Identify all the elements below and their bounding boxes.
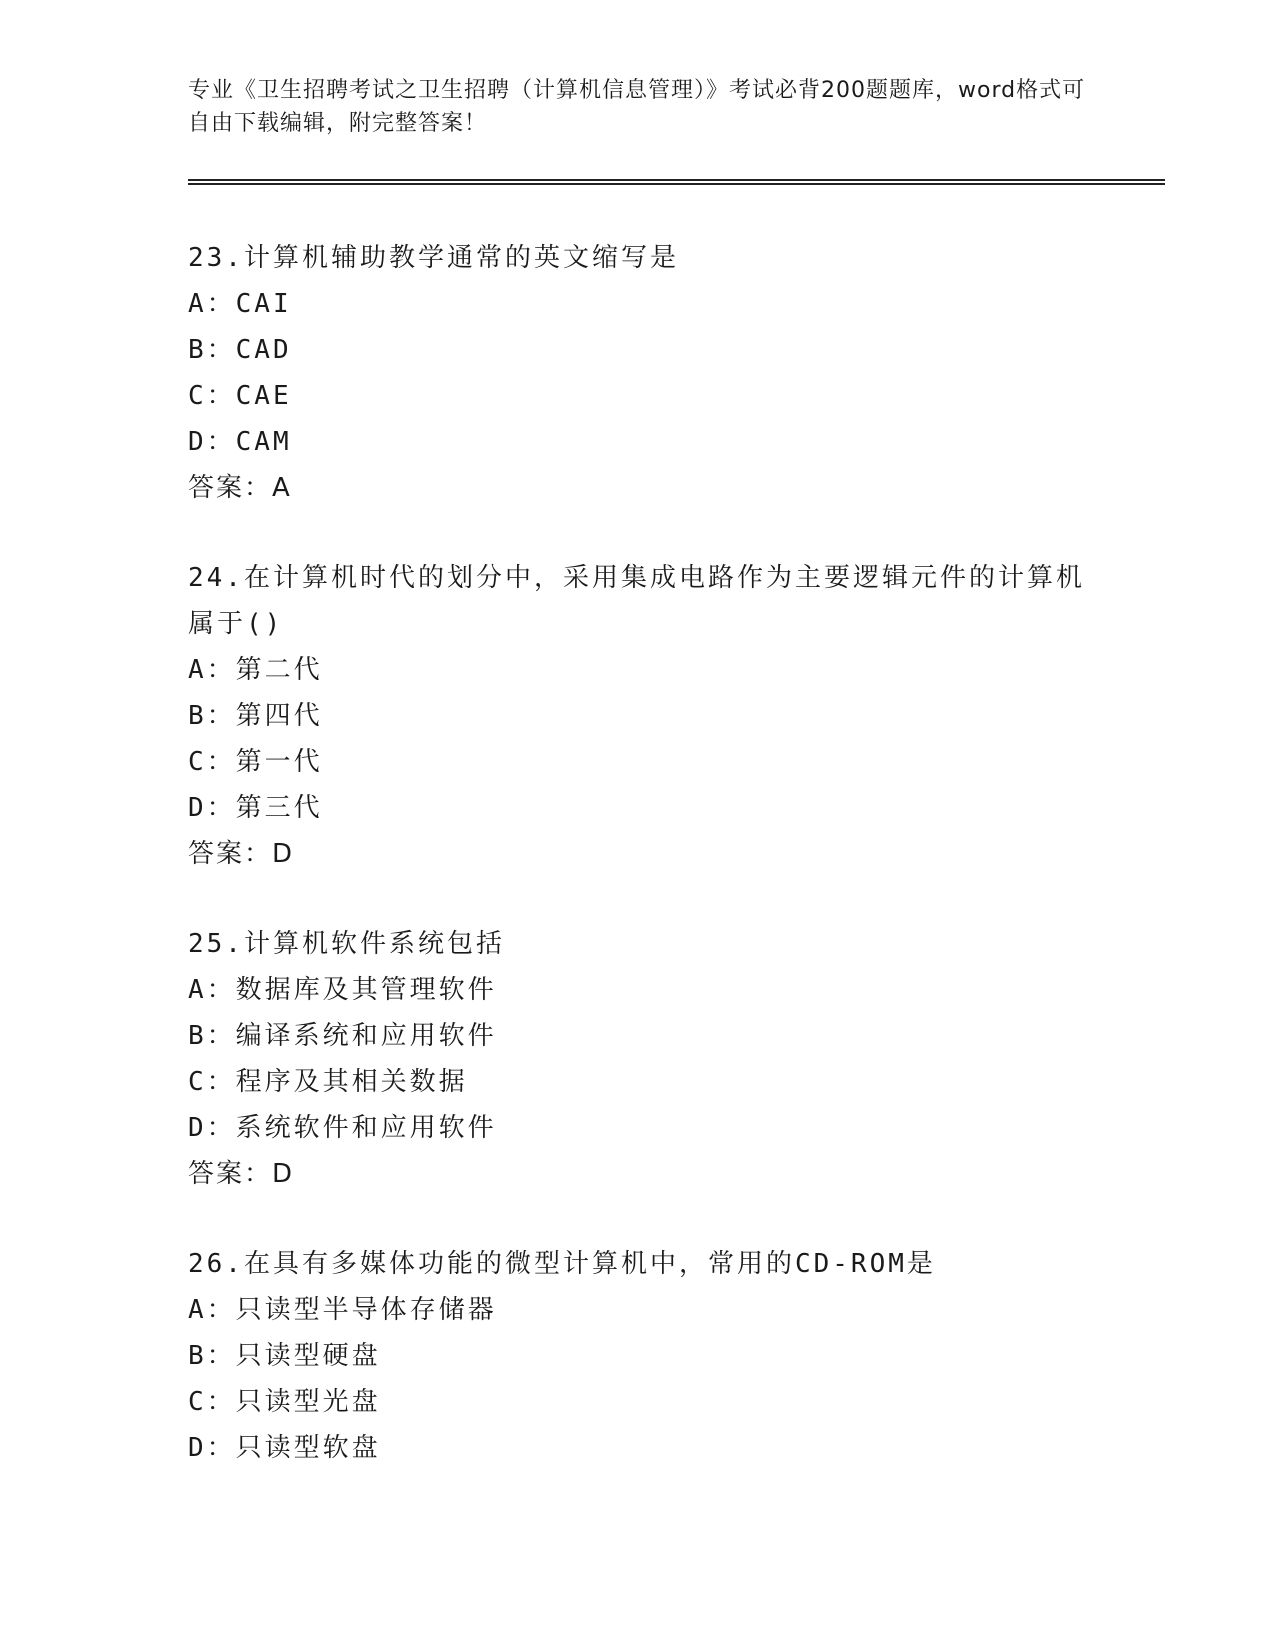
question-23 bbox=[188, 235, 1168, 511]
option-a: A：只读型半导体存储器 bbox=[188, 1295, 497, 1325]
answer-line: 答案：A bbox=[188, 473, 292, 503]
question-stem: 23.计算机辅助教学通常的英文缩写是 bbox=[188, 243, 679, 273]
option-c: C：只读型光盘 bbox=[188, 1387, 381, 1417]
document-header: 专业《卫生招聘考试之卫生招聘（计算机信息管理）》考试必背200题题库，word格式可自由下载编辑，附完整答案！ bbox=[188, 78, 1086, 136]
question-stem: 24.在计算机时代的划分中，采用集成电路作为主要逻辑元件的计算机属于() bbox=[188, 563, 1085, 639]
option-d: D：第三代 bbox=[188, 793, 323, 823]
option-a: A：第二代 bbox=[188, 655, 323, 685]
header-divider-bottom bbox=[188, 183, 1165, 185]
option-c: C：CAE bbox=[188, 381, 292, 411]
option-b: B：CAD bbox=[188, 335, 292, 365]
option-d: D：系统软件和应用软件 bbox=[188, 1113, 497, 1143]
option-b: B：第四代 bbox=[188, 701, 323, 731]
question-stem: 26.在具有多媒体功能的微型计算机中，常用的CD-ROM是 bbox=[188, 1249, 936, 1279]
header-divider-top bbox=[188, 179, 1165, 181]
option-a: A：CAI bbox=[188, 289, 292, 319]
option-b: B：只读型硬盘 bbox=[188, 1341, 381, 1371]
option-a: A：数据库及其管理软件 bbox=[188, 975, 497, 1005]
question-25 bbox=[188, 921, 1168, 1197]
question-list bbox=[188, 235, 1168, 1515]
option-d: D：CAM bbox=[188, 427, 292, 457]
option-b: B：编译系统和应用软件 bbox=[188, 1021, 497, 1051]
option-c: C：程序及其相关数据 bbox=[188, 1067, 468, 1097]
option-d: D：只读型软盘 bbox=[188, 1433, 381, 1463]
question-stem: 25.计算机软件系统包括 bbox=[188, 929, 505, 959]
answer-line: 答案：D bbox=[188, 839, 295, 869]
question-24 bbox=[188, 555, 1168, 877]
question-26 bbox=[188, 1241, 1168, 1471]
option-c: C：第一代 bbox=[188, 747, 323, 777]
answer-line: 答案：D bbox=[188, 1159, 295, 1189]
